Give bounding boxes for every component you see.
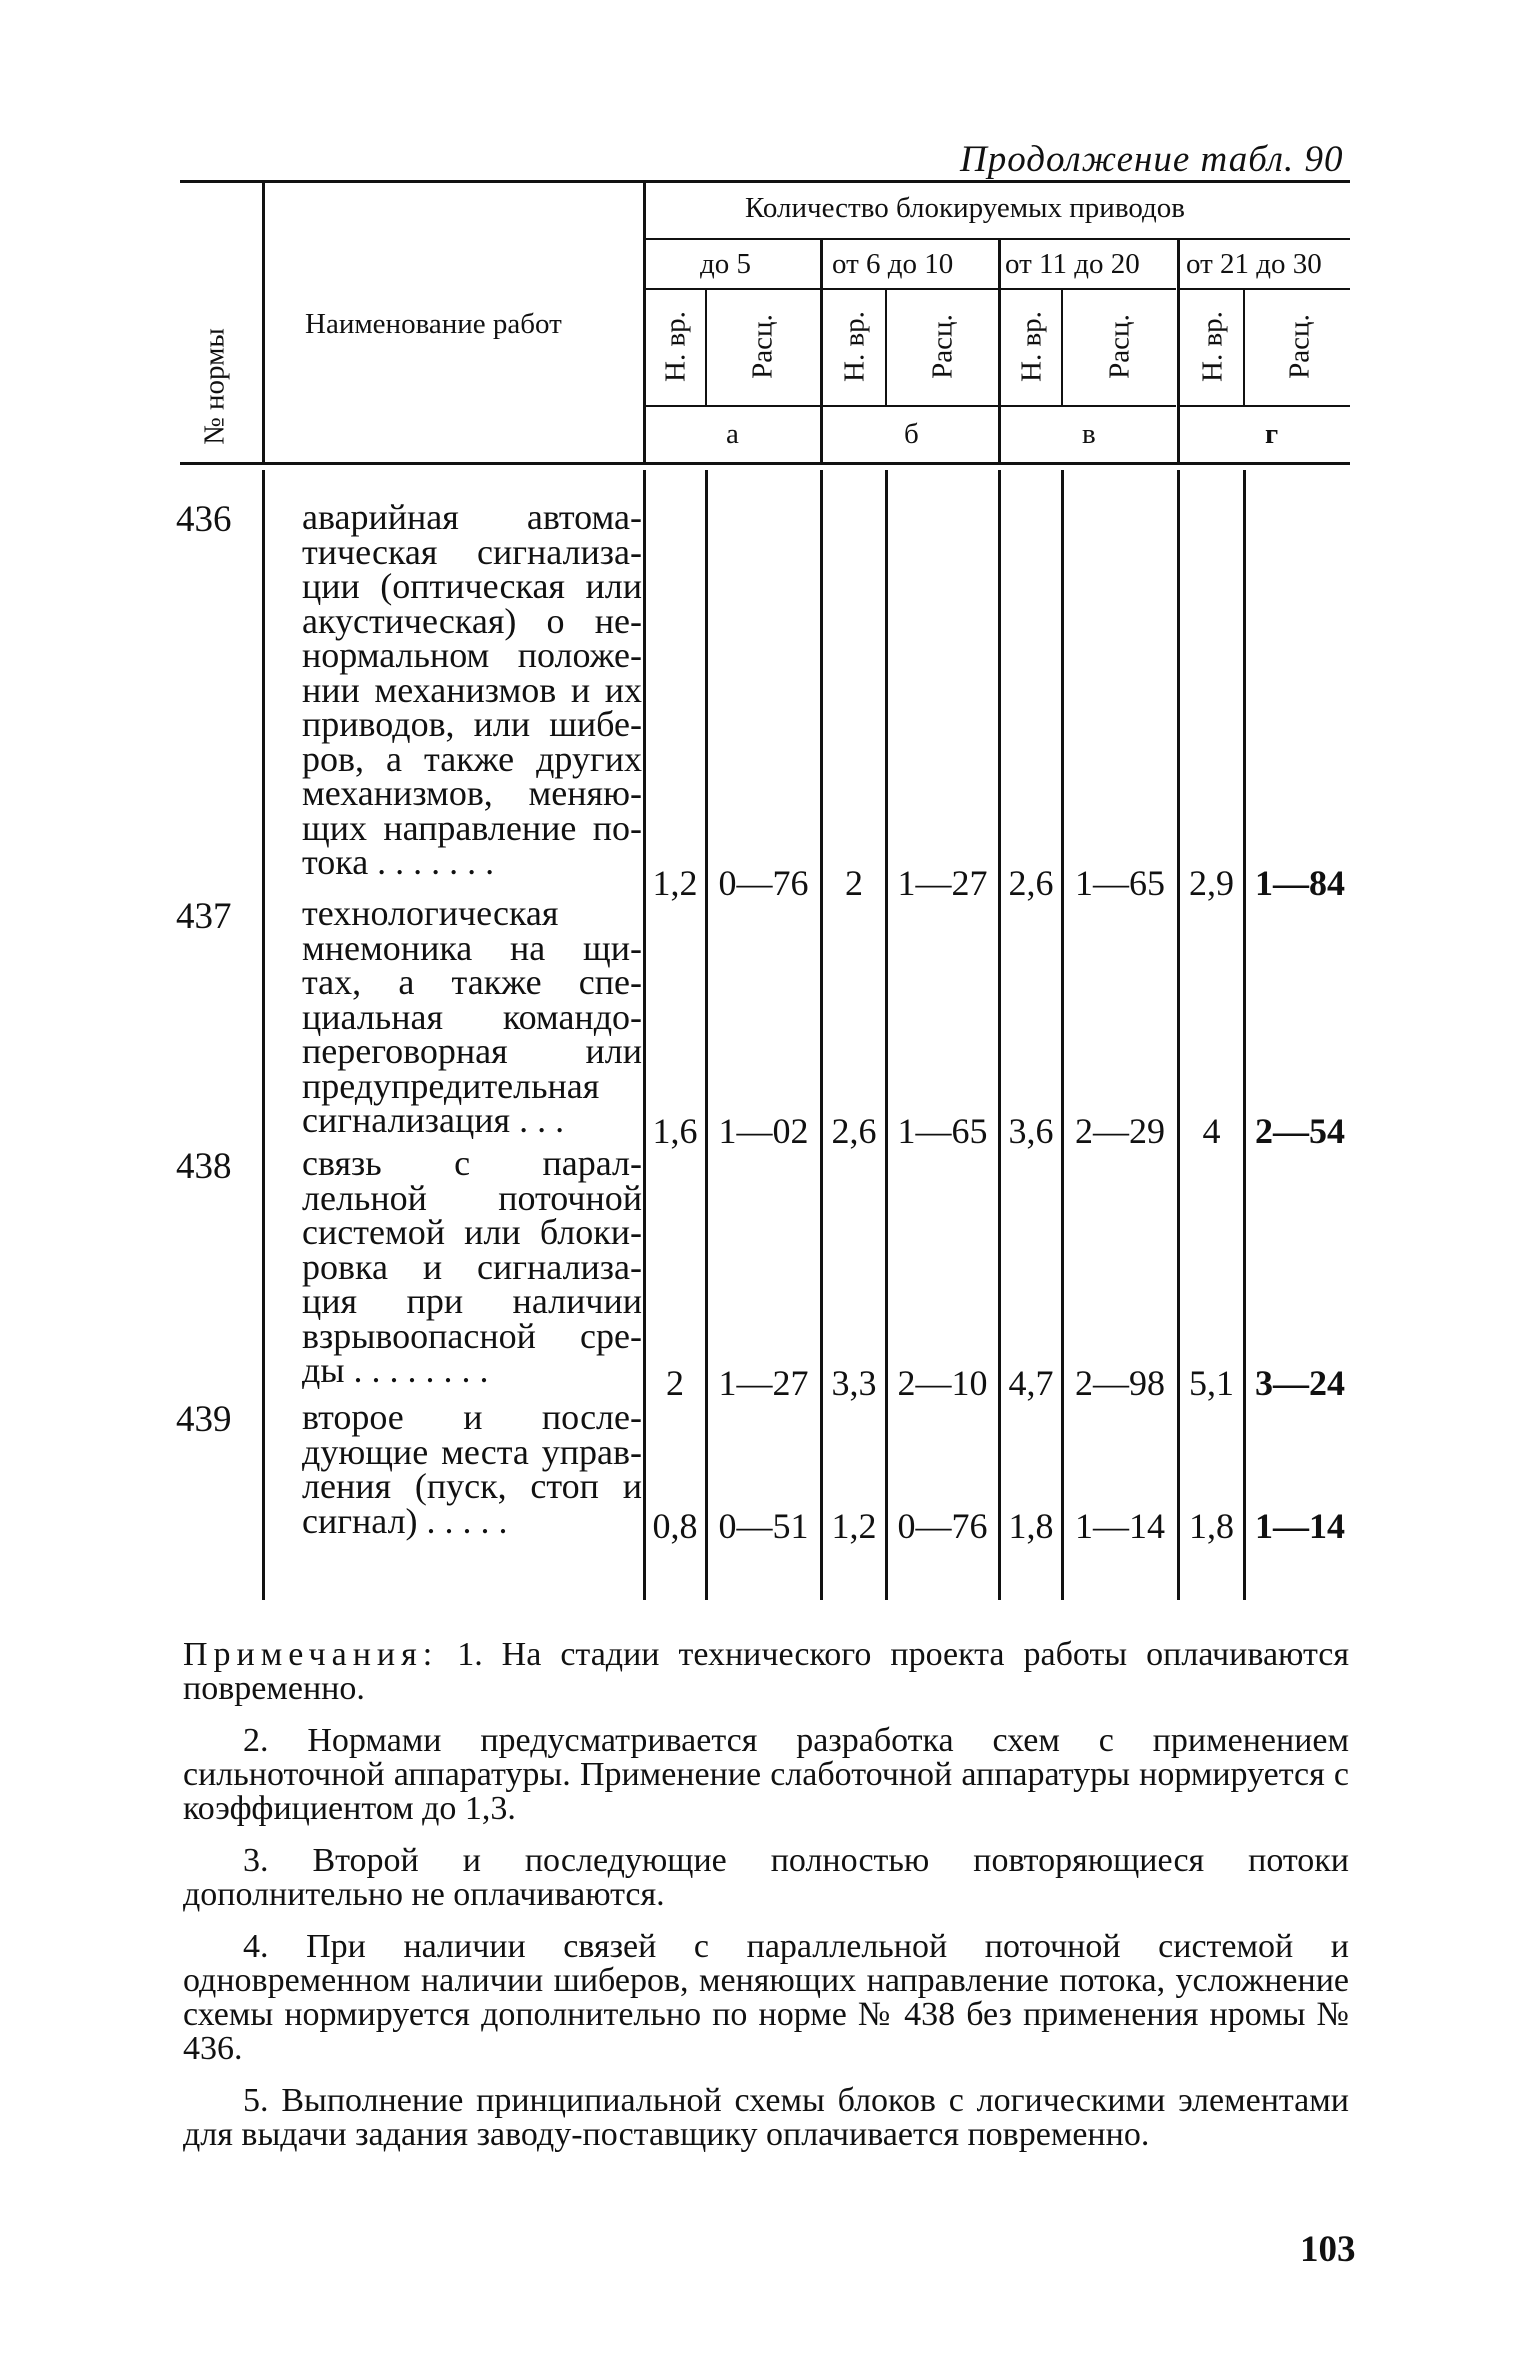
desc-line: связь с парал- [302,1143,642,1183]
desc-line: акустическая) о не- [302,600,642,641]
cell-436-d-time: 2,9 [1189,863,1234,903]
group-header: Количество блокируемых приводов [745,192,1185,224]
letter-b: б [904,418,919,450]
sub-cost-c: Расц. [1103,314,1136,379]
desc-line: аварийная автома- [302,497,642,537]
desc-line: ции (оптическая или [302,566,642,606]
sub-cost-a: Расц. [746,314,779,379]
vline-sub-a [705,290,707,405]
desc-line: механизмов, меняю- [302,773,642,813]
desc-line: щих направление по- [302,807,642,848]
cell-436-a-time: 1,2 [652,863,698,903]
sub-time-b: Н. вр. [838,311,871,382]
desc-line: предупредительная [302,1065,600,1106]
note-2 [183,1724,1349,1826]
notes-block [183,1638,1349,2170]
cell-438-a-time: 2 [666,1363,684,1403]
sub-cost-b: Расц. [926,314,959,379]
cell-437-c-cost: 2—29 [1075,1111,1165,1151]
table-caption: Продолжение табл. 90 [960,139,1344,180]
note-4 [183,1930,1349,2066]
range-d: от 21 до 30 [1186,248,1322,280]
desc-line: ров, а также других [302,738,642,779]
desc-line: ды . . . . . . . . [302,1350,489,1390]
row-number-439: 439 [176,1399,232,1440]
cell-437-a-cost: 1—02 [718,1111,809,1151]
cell-437-b-cost: 1—65 [897,1111,988,1151]
sub-cost-d: Расц. [1283,314,1316,379]
table-top-rule [180,180,1350,183]
note-3 [183,1844,1349,1912]
cell-436-a-cost: 0—76 [718,863,809,903]
range-b: от 6 до 10 [832,248,954,280]
cell-436-b-cost: 1—27 [897,863,988,903]
desc-line: второе и после- [302,1397,642,1437]
header-bottom-rule [180,462,1350,465]
desc-line: переговорная или [302,1031,642,1071]
vline-sub-b [885,290,887,405]
letter-a: а [726,418,739,450]
vline-group-b [820,240,823,462]
cell-439-b-time: 1,2 [831,1506,877,1546]
vline-name [643,183,646,462]
desc-line: дующие места управ- [302,1431,642,1472]
vline-group-c [998,240,1001,462]
cell-437-a-time: 1,6 [652,1111,698,1151]
desc-line: сигнал) . . . . . [302,1500,508,1541]
cell-437-c-time: 3,6 [1008,1111,1054,1151]
body-vline-3 [885,470,888,1600]
note-1 [183,1638,1349,1706]
desc-line: ровка и сигнализа- [302,1246,642,1287]
row-desc-436 [302,497,642,882]
cell-437-b-time: 2,6 [831,1111,877,1151]
cell-438-b-cost: 2—10 [897,1363,988,1403]
vline-sub-c [1061,290,1063,405]
cell-438-c-time: 4,7 [1008,1363,1054,1403]
desc-line: взрывоопасной сре- [302,1315,642,1356]
row-number-436: 436 [176,499,232,540]
col-name-header: Наименование работ [305,308,562,340]
cell-439-d-cost: 1—14 [1255,1506,1345,1546]
note-text: 2. Нормами предусматривается разработка схем с применением сильноточной аппаратуры. Применение слаботочной аппаратуры нормируется с коэффициентом до 1,3. [183,1722,1349,1827]
body-vline-2 [820,470,823,1600]
note-text: 1. На стадии технического проекта работы оплачиваются повременно. [183,1636,1349,1707]
desc-line: тическая сигнализа- [302,531,642,572]
row-desc-437 [302,893,642,1140]
row-desc-439 [302,1397,642,1541]
sub-time-d: Н. вр. [1196,311,1229,382]
cell-439-a-cost: 0—51 [718,1506,809,1546]
vline-sub-d [1243,290,1245,405]
col-number-header: № нормы [198,328,231,445]
range-c: от 11 до 20 [1005,248,1140,280]
cell-437-d-time: 4 [1202,1111,1221,1151]
row-number-437: 437 [176,896,232,937]
body-vline-1 [705,470,708,1600]
body-vline-name [643,470,646,1600]
desc-line: тока . . . . . . . [302,842,495,882]
cell-438-c-cost: 2—98 [1075,1363,1165,1403]
row-desc-438 [302,1143,642,1390]
notes-lead: Примечания: [183,1636,439,1673]
body-vline-6 [1177,470,1180,1600]
note-text: 5. Выполнение принципиальной схемы блоков с логическими элементами для выдачи задания заводу-поставщику оплачивается повременно. [183,2082,1349,2153]
cell-438-d-time: 5,1 [1189,1363,1234,1403]
page-number: 103 [1300,2229,1356,2270]
cell-439-a-time: 0,8 [652,1506,698,1546]
sub-time-a: Н. вр. [659,311,692,382]
desc-line: технологическая [302,893,559,933]
desc-line: ция при наличии [302,1281,642,1321]
desc-line: циальная командо- [302,996,642,1037]
desc-line: сигнализация . . . [302,1100,565,1140]
vline-number [262,183,265,462]
letter-d: г [1265,418,1279,450]
vline-group-d [1177,240,1180,462]
cell-438-b-time: 3,3 [831,1363,877,1403]
note-text: 4. При наличии связей с параллельной поточной системой и одновременном наличии шиберов, меняющих направление потока, усложнение схемы нормируется дополнительно по норме № 438 без применения нромы № 436. [183,1928,1349,2067]
cell-439-c-time: 1,8 [1008,1506,1054,1546]
desc-line: мнемоника на щи- [302,927,642,968]
desc-line: нии механизмов и их [302,669,642,710]
note-text: 3. Второй и последующие полностью повторяющиеся потоки дополнительно не оплачиваются. [183,1842,1349,1913]
cell-438-d-cost: 3—24 [1255,1363,1345,1403]
desc-line: системой или блоки- [302,1212,642,1252]
body-vline-number [262,470,265,1600]
cell-436-d-cost: 1—84 [1255,863,1345,903]
row-number-438: 438 [176,1146,232,1187]
cell-439-d-time: 1,8 [1189,1506,1234,1546]
cell-439-b-cost: 0—76 [897,1506,988,1546]
desc-line: ления (пуск, стоп и [302,1466,642,1506]
letter-c: в [1082,418,1096,450]
range-a: до 5 [700,248,752,280]
body-vline-5 [1061,470,1064,1600]
cell-436-c-cost: 1—65 [1075,863,1165,903]
cell-439-c-cost: 1—14 [1075,1506,1165,1546]
note-5 [183,2084,1349,2152]
sub-time-c: Н. вр. [1015,311,1048,382]
desc-line: приводов, или шибе- [302,704,642,744]
desc-line: нормальном положе- [302,635,642,675]
cell-436-b-time: 2 [845,863,863,903]
cell-437-d-cost: 2—54 [1255,1111,1345,1151]
desc-line: тах, а также спе- [302,962,642,1002]
body-vline-4 [998,470,1001,1600]
cell-438-a-cost: 1—27 [718,1363,809,1403]
desc-line: лельной поточной [302,1177,642,1218]
cell-436-c-time: 2,6 [1008,863,1054,903]
body-vline-7 [1243,470,1246,1600]
